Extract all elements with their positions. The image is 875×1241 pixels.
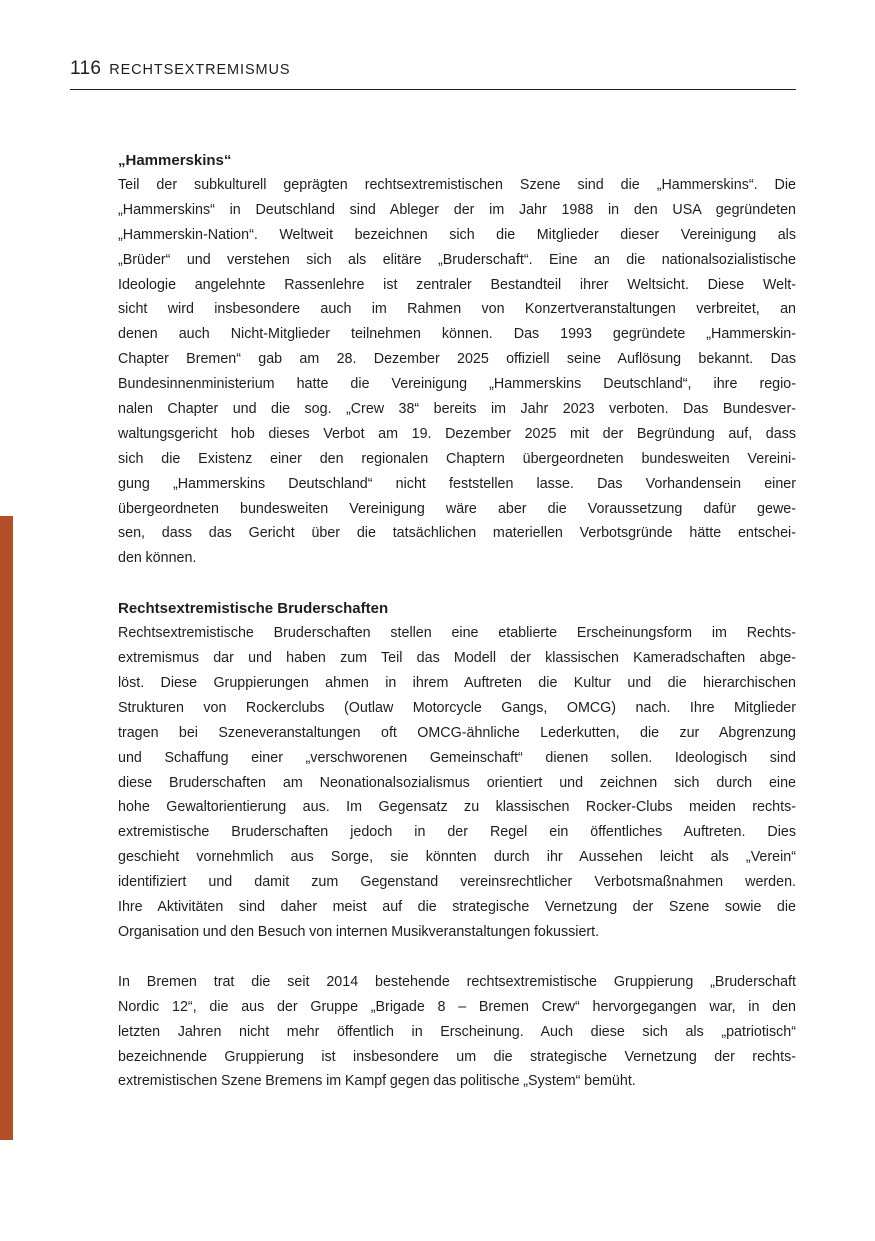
header-rule	[70, 89, 796, 90]
text-line: „Brüder“ und verstehen sich als elitäre „Bruderschaft“. Eine an die nationalsozialistische	[118, 251, 796, 268]
bremen-paragraph	[118, 970, 796, 1094]
text-line: den können.	[118, 550, 197, 567]
text-line: Chapter Bremen“ gab am 28. Dezember 2025 offiziell seine Auflösung bekannt. Das	[118, 351, 796, 368]
text-line: Rechtsextremistische Bruderschaften stellen eine etablierte Erscheinungsform im Rechts-	[118, 625, 796, 642]
text-line: sich die Existenz einer den regionalen Chaptern übergeordneten bundesweiten Vereini-	[118, 450, 796, 467]
text-line: geschieht vornehmlich aus Sorge, sie könnten durch ihr Aussehen leicht als „Verein“	[118, 849, 796, 866]
text-line: und Schaffung einer „verschworenen Gemeinschaft“ dienen sollen. Ideologisch sind	[118, 749, 796, 766]
text-line: Nordic 12“, die aus der Gruppe „Brigade 8 – Bremen Crew“ hervorgegangen war, in den	[118, 998, 796, 1015]
text-line: übergeordneten bundesweiten Vereinigung wäre aber die Voraussetzung dafür gewe-	[118, 500, 796, 517]
text-line: nalen Chapter und die sog. „Crew 38“ bereits im Jahr 2023 verboten. Das Bundesver-	[118, 401, 796, 418]
text-line: Ideologie angelehnte Rassenlehre ist zentraler Bestandteil ihrer Weltsicht. Diese Welt-	[118, 276, 796, 293]
text-line: Teil der subkulturell geprägten rechtsextremistischen Szene sind die „Hammerskins“. Die	[118, 177, 796, 193]
text-line: „Hammerskins“ in Deutschland sind Ableger der im Jahr 1988 in den USA gegründeten	[118, 201, 796, 218]
text-line: sen, dass das Gericht über die tatsächlichen materiellen Verbotsgründe hätte entschei-	[118, 525, 796, 542]
bruderschaften-heading: Rechtsextremistische Bruderschaften	[118, 600, 389, 618]
bruderschaften-paragraph	[118, 621, 796, 945]
body-text	[118, 148, 796, 1094]
text-line: gung „Hammerskins Deutschland“ nicht feststellen lasse. Das Vorhandensein einer	[118, 475, 796, 492]
text-line: In Bremen trat die seit 2014 bestehende rechtsextremistische Gruppierung „Bruderschaft	[118, 973, 796, 990]
section-spacer	[118, 571, 796, 596]
text-line: extremistische Bruderschaften jedoch in der Regel ein öffentliches Auftreten. Dies	[118, 824, 796, 841]
hammerskins-paragraph	[118, 173, 796, 571]
text-line: Bundesinnenministerium hatte die Vereinigung „Hammerskins Deutschland“, ihre regio-	[118, 376, 796, 393]
page-number: 116	[70, 58, 102, 79]
text-line: diese Bruderschaften am Neonationalsozialismus orientiert und zeichnen sich durch eine	[118, 774, 796, 791]
text-line: sicht wird insbesondere auch im Rahmen von Konzertveranstaltungen verbreitet, an	[118, 301, 796, 318]
section-title: RECHTSEXTREMISMUS	[109, 62, 291, 78]
text-line: denen auch Nicht-Mitglieder teilnehmen können. Das 1993 gegründete „Hammerskin-	[118, 326, 796, 343]
text-line: Ihre Aktivitäten sind daher meist auf die strategische Vernetzung der Szene sowie die	[118, 899, 796, 916]
text-line: bezeichnende Gruppierung ist insbesondere um die strategische Vernetzung der rechts-	[118, 1048, 796, 1065]
hammerskins-heading: „Hammerskins“	[118, 152, 232, 169]
text-line: Strukturen von Rockerclubs (Outlaw Motorcycle Gangs, OMCG) nach. Ihre Mitglieder	[118, 699, 796, 716]
text-line: hohe Gewaltorientierung aus. Im Gegensatz zu klassischen Rocker-Clubs meiden rechts-	[118, 799, 796, 816]
text-line: identifiziert und damit zum Gegenstand vereinsrechtlicher Verbotsmaßnahmen werden.	[118, 874, 796, 891]
text-line: waltungsgericht hob dieses Verbot am 19. Dezember 2025 mit der Begründung auf, dass	[118, 425, 796, 442]
text-line: Organisation und den Besuch von internen Musikveranstaltungen fokussiert.	[118, 923, 600, 940]
chapter-color-bar	[0, 516, 13, 1140]
text-line: letzten Jahren nicht mehr öffentlich in Erscheinung. Auch diese sich als „patriotisch“	[118, 1023, 796, 1040]
paragraph-spacer	[118, 945, 796, 970]
text-line: extremismus dar und haben zum Teil das Modell der klassischen Kameradschaften abge-	[118, 650, 796, 667]
text-line: „Hammerskin-Nation“. Weltweit bezeichnen sich die Mitglieder dieser Vereinigung als	[118, 226, 796, 243]
text-line: löst. Diese Gruppierungen ahmen in ihrem Auftreten die Kultur und die hierarchischen	[118, 675, 796, 692]
text-line: tragen bei Szeneveranstaltungen oft OMCG-ähnliche Lederkutten, die zur Abgrenzung	[118, 724, 796, 741]
text-line: extremistischen Szene Bremens im Kampf gegen das politische „System“ bemüht.	[118, 1073, 636, 1090]
running-header	[70, 58, 796, 82]
